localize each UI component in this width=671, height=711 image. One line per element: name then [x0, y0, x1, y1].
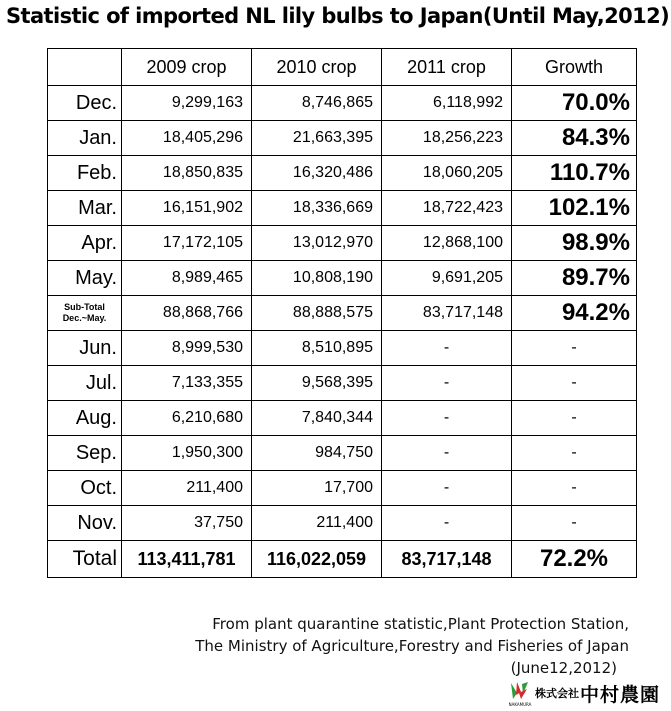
header-cell-growth: Growth	[512, 49, 637, 86]
table-row	[48, 191, 637, 226]
month-label: Aug.	[48, 401, 122, 436]
growth-value: -	[512, 401, 637, 436]
source-line-2: The Ministry of Agriculture,Forestry and Fisheries of Japan	[195, 637, 629, 655]
month-label: Jul.	[48, 366, 122, 401]
value-2009: 8,999,530	[122, 331, 252, 366]
month-label: Apr.	[48, 226, 122, 261]
value-2011: 18,256,223	[382, 121, 512, 156]
value-2009: 6,210,680	[122, 401, 252, 436]
subtotal-row	[48, 296, 637, 331]
value-2009: 17,172,105	[122, 226, 252, 261]
value-2011: 18,060,205	[382, 156, 512, 191]
table-row	[48, 86, 637, 121]
value-2011: 18,722,423	[382, 191, 512, 226]
growth-value: 110.7%	[512, 156, 637, 191]
value-2009: 1,950,300	[122, 436, 252, 471]
lily-logo-icon	[508, 679, 532, 707]
subtotal-2011: 83,717,148	[382, 296, 512, 331]
growth-value: -	[512, 471, 637, 506]
header-cell-2011: 2011 crop	[382, 49, 512, 86]
growth-value: 102.1%	[512, 191, 637, 226]
value-2010: 9,568,395	[252, 366, 382, 401]
month-label: Feb.	[48, 156, 122, 191]
table-row	[48, 471, 637, 506]
month-label: Dec.	[48, 86, 122, 121]
header-cell-2010: 2010 crop	[252, 49, 382, 86]
value-2011: 12,868,100	[382, 226, 512, 261]
value-2010: 17,700	[252, 471, 382, 506]
table-header-row	[48, 49, 637, 86]
value-2010: 7,840,344	[252, 401, 382, 436]
table-row	[48, 121, 637, 156]
value-2010: 18,336,669	[252, 191, 382, 226]
source-date: (June12,2012)	[510, 659, 617, 677]
value-2011: -	[382, 401, 512, 436]
company-logo	[508, 679, 660, 707]
value-2010: 8,746,865	[252, 86, 382, 121]
value-2011: 6,118,992	[382, 86, 512, 121]
header-cell-2009: 2009 crop	[122, 49, 252, 86]
company-name: 中村農園	[580, 684, 661, 706]
value-2009: 16,151,902	[122, 191, 252, 226]
month-label: Sep.	[48, 436, 122, 471]
value-2010: 8,510,895	[252, 331, 382, 366]
value-2009: 8,989,465	[122, 261, 252, 296]
growth-value: 98.9%	[512, 226, 637, 261]
import-statistics-table	[47, 48, 637, 578]
value-2011: 9,691,205	[382, 261, 512, 296]
source-line-1: From plant quarantine statistic,Plant Protection Station,	[212, 615, 629, 633]
source-note	[195, 613, 629, 679]
logo-mark-label: NAKAMURA	[508, 702, 532, 707]
value-2010: 21,663,395	[252, 121, 382, 156]
total-2010: 116,022,059	[252, 541, 382, 578]
value-2011: -	[382, 366, 512, 401]
growth-value: -	[512, 331, 637, 366]
total-2011: 83,717,148	[382, 541, 512, 578]
subtotal-label	[48, 296, 122, 331]
table-row	[48, 156, 637, 191]
value-2009: 9,299,163	[122, 86, 252, 121]
growth-value: -	[512, 366, 637, 401]
total-row	[48, 541, 637, 578]
value-2009: 7,133,355	[122, 366, 252, 401]
month-label: Jan.	[48, 121, 122, 156]
value-2010: 10,808,190	[252, 261, 382, 296]
table-row	[48, 261, 637, 296]
table-row	[48, 401, 637, 436]
growth-value: 89.7%	[512, 261, 637, 296]
value-2011: -	[382, 436, 512, 471]
value-2010: 16,320,486	[252, 156, 382, 191]
table-row	[48, 436, 637, 471]
subtotal-growth: 94.2%	[512, 296, 637, 331]
value-2009: 37,750	[122, 506, 252, 541]
subtotal-2010: 88,888,575	[252, 296, 382, 331]
month-label: Mar.	[48, 191, 122, 226]
table-row	[48, 366, 637, 401]
value-2011: -	[382, 331, 512, 366]
total-label: Total	[48, 541, 122, 578]
value-2009: 18,850,835	[122, 156, 252, 191]
growth-value: -	[512, 506, 637, 541]
value-2009: 18,405,296	[122, 121, 252, 156]
company-prefix: 株式会社	[535, 688, 579, 700]
value-2011: -	[382, 471, 512, 506]
table-row	[48, 226, 637, 261]
value-2010: 211,400	[252, 506, 382, 541]
table-row	[48, 331, 637, 366]
value-2010: 13,012,970	[252, 226, 382, 261]
growth-value: 84.3%	[512, 121, 637, 156]
growth-value: 70.0%	[512, 86, 637, 121]
value-2010: 984,750	[252, 436, 382, 471]
month-label: May.	[48, 261, 122, 296]
value-2009: 211,400	[122, 471, 252, 506]
value-2011: -	[382, 506, 512, 541]
month-label: Nov.	[48, 506, 122, 541]
subtotal-2009: 88,868,766	[122, 296, 252, 331]
subtotal-label-line2: Dec.~May.	[62, 313, 107, 323]
total-growth: 72.2%	[512, 541, 637, 578]
header-cell-empty	[48, 49, 122, 86]
page-title: Statistic of imported NL lily bulbs to Japan(Until May,2012)	[6, 4, 670, 28]
month-label: Jun.	[48, 331, 122, 366]
month-label: Oct.	[48, 471, 122, 506]
total-2009: 113,411,781	[122, 541, 252, 578]
growth-value: -	[512, 436, 637, 471]
table-row	[48, 506, 637, 541]
subtotal-label-line1: Sub-Total	[64, 302, 105, 312]
